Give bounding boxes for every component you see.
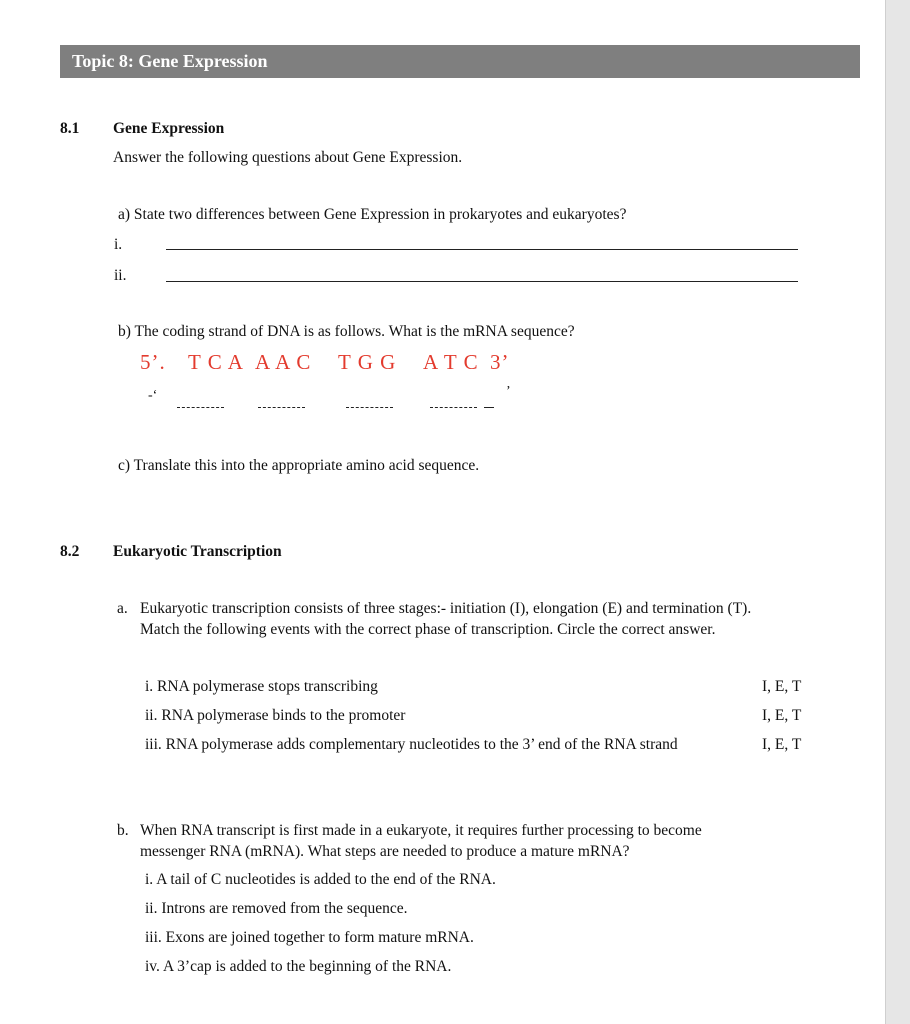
question-2b-line2: messenger RNA (mRNA). What steps are needed to produce a mature mRNA? [140,843,630,860]
mrna-blank-codon-4[interactable] [430,407,477,408]
mrna-blank-codon-1[interactable] [177,407,224,408]
sequence-codon-1: T C A [188,350,244,374]
answer-line-i[interactable] [166,249,798,250]
section-number-8-2: 8.2 [60,543,80,560]
section-title-gene-expression: Gene Expression [113,120,225,137]
event-item-text: i. RNA polymerase stops transcribing [145,678,378,695]
event-item-text: iii. RNA polymerase adds complementary nucleotides to the 3’ end of the RNA strand [145,736,678,753]
question-a-text: a) State two differences between Gene Expression in prokaryotes and eukaryotes? [118,206,627,223]
answer-line-ii[interactable] [166,281,798,282]
section-number-8-1: 8.1 [60,120,80,137]
question-2b-label: b. [117,822,129,839]
question-c-text: c) Translate this into the appropriate amino acid sequence. [118,457,480,474]
blank-left-mark: -‘ [148,388,158,403]
sequence-codon-4: A T C [423,350,479,374]
event-item-options[interactable]: I, E, T [762,678,802,695]
blank-right-mark: ’ [506,384,511,399]
section-intro: Answer the following questions about Gene Expression. [113,149,463,166]
topic-banner [60,45,860,78]
mrna-blank-codon-2[interactable] [258,407,305,408]
section-title-eukaryotic-transcription: Eukaryotic Transcription [113,543,282,560]
step-item: i. A tail of C nucleotides is added to the end of the RNA. [145,871,496,888]
step-item: iii. Exons are joined together to form mature mRNA. [145,929,474,946]
sequence-codon-3: T G G [338,350,397,374]
event-item-text: ii. RNA polymerase binds to the promoter [145,707,406,724]
sequence-three-prime: 3’ [490,350,510,374]
answer-label-i: i. [114,236,123,253]
mrna-blank-codon-3[interactable] [346,407,393,408]
topic-title: Topic 8: Gene Expression [72,51,268,71]
event-item-options[interactable]: I, E, T [762,707,802,724]
answer-label-ii: ii. [114,267,127,284]
sequence-five-prime: 5’. [140,350,166,374]
sequence-codon-2: A A C [255,350,312,374]
question-2a-line1: Eukaryotic transcription consists of three stages:- initiation (I), elongation (E) and termination (T). [140,600,752,617]
step-item: iv. A 3’cap is added to the beginning of the RNA. [145,958,452,975]
event-item-options[interactable]: I, E, T [762,736,802,753]
question-b-text: b) The coding strand of DNA is as follows. What is the mRNA sequence? [118,323,575,340]
question-2a-label: a. [117,600,128,617]
mrna-blank-end[interactable] [484,407,494,408]
question-2a-line2: Match the following events with the correct phase of transcription. Circle the correct answer. [140,621,716,638]
step-item: ii. Introns are removed from the sequence. [145,900,408,917]
question-2b-line1: When RNA transcript is first made in a eukaryote, it requires further processing to become [140,822,702,839]
